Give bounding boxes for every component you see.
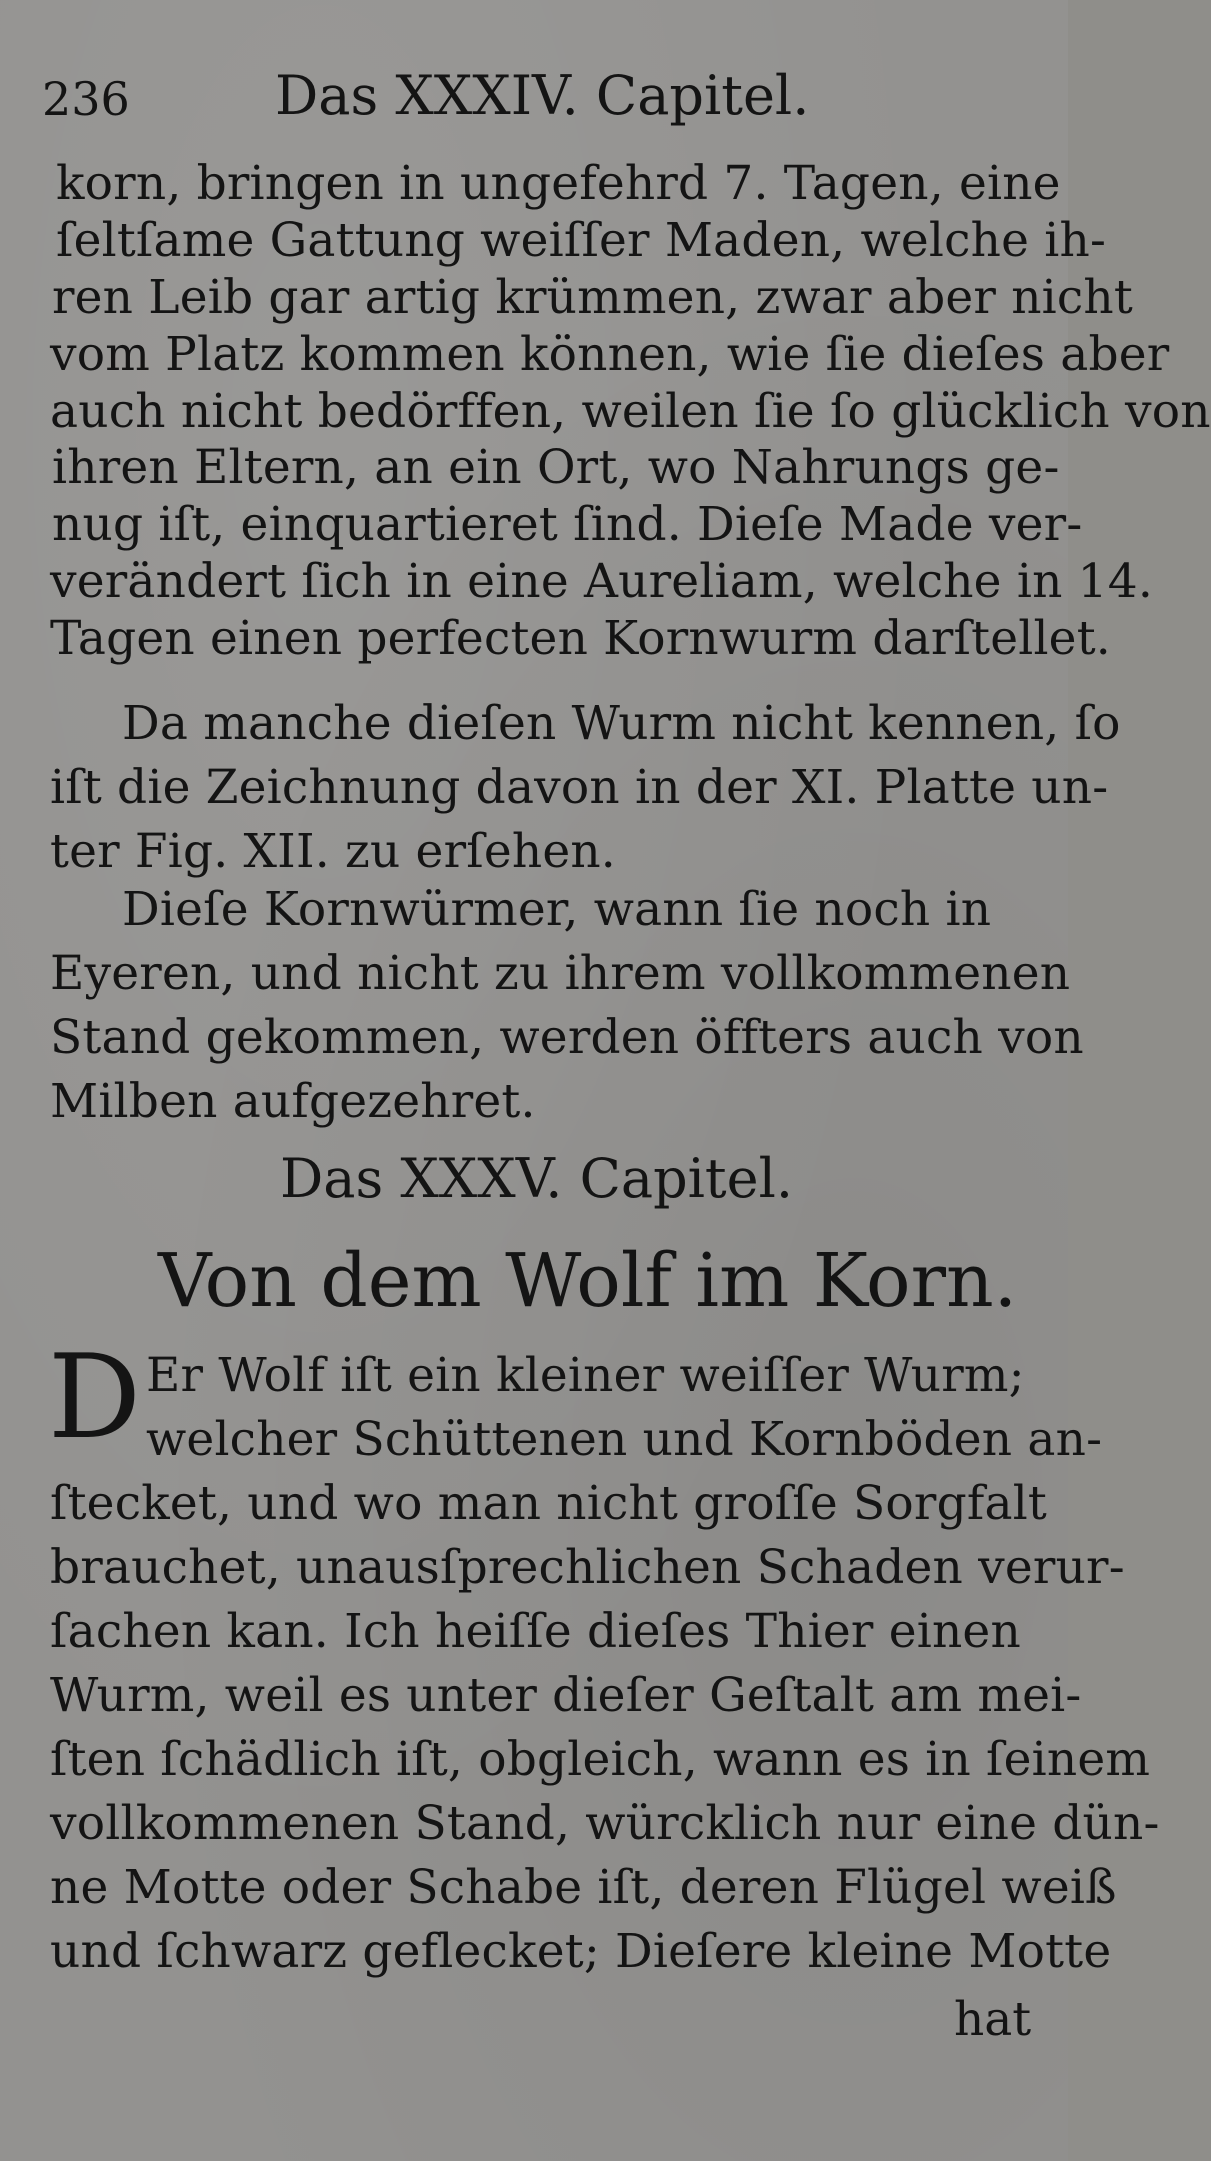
text-line: iſt die Zeichnung davon in der XI. Platte un- <box>50 760 1109 815</box>
page-number: 236 <box>42 72 130 126</box>
text-line: brauchet, unausſprechlichen Schaden verur- <box>50 1540 1125 1595</box>
drop-cap: D <box>48 1330 142 1465</box>
text-line: ihren Eltern, an ein Ort, wo Nahrungs ge- <box>52 440 1060 496</box>
text-line: Eyeren, und nicht zu ihrem vollkommenen <box>50 946 1071 1001</box>
text-line: korn, bringen in ungefehrd 7. Tagen, eine <box>56 156 1061 211</box>
text-line: Wurm, weil es unter dieſer Geſtalt am mei- <box>50 1668 1082 1723</box>
text-line: Stand gekommen, werden öffters auch von <box>50 1010 1084 1065</box>
text-line: und ſchwarz geflecket; Dieſere kleine Motte <box>50 1924 1112 1979</box>
text-line: Da manche dieſen Wurm nicht kennen, ſo <box>122 696 1121 751</box>
text-line: verändert ſich in eine Aureliam, welche in 14. <box>50 554 1154 610</box>
text-line: welcher Schüttenen und Kornböden an- <box>146 1412 1103 1467</box>
text-line: Er Wolf iſt ein kleiner weiſſer Wurm; <box>146 1348 1025 1403</box>
chapter-title: Das XXXV. Capitel. <box>280 1147 794 1210</box>
text-line: vollkommenen Stand, würcklich nur eine dün- <box>50 1796 1160 1851</box>
text-line: ſeltſame Gattung weiſſer Maden, welche ih- <box>56 212 1107 268</box>
text-line: ne Motte oder Schabe iſt, deren Flügel weiß <box>50 1860 1117 1915</box>
text-line: ſtecket, und wo man nicht groſſe Sorgfalt <box>50 1476 1048 1531</box>
running-title: Das XXXIV. Capitel. <box>275 64 810 127</box>
text-line: ren Leib gar artig krümmen, zwar aber nicht <box>52 269 1133 325</box>
catchword: hat <box>954 1992 1032 2047</box>
section-heading: Von dem Wolf im Korn. <box>158 1238 1018 1324</box>
text-line: nug iſt, einquartieret ſind. Dieſe Made ver- <box>52 497 1083 553</box>
text-line: vom Platz kommen können, wie ſie dieſes aber <box>50 326 1170 382</box>
text-line: auch nicht bedörffen, weilen ſie ſo glücklich von <box>50 383 1211 439</box>
text-line: Milben aufgezehret. <box>50 1074 536 1129</box>
text-line: Dieſe Kornwürmer, wann ſie noch in <box>122 882 992 937</box>
text-line: ter Fig. XII. zu erſehen. <box>50 824 616 879</box>
text-line: ſten ſchädlich iſt, obgleich, wann es in ſeinem <box>50 1732 1151 1787</box>
text-line: ſachen kan. Ich heiſſe dieſes Thier einen <box>50 1604 1021 1659</box>
text-line: Tagen einen perfecten Kornwurm darſtellet. <box>50 611 1111 666</box>
